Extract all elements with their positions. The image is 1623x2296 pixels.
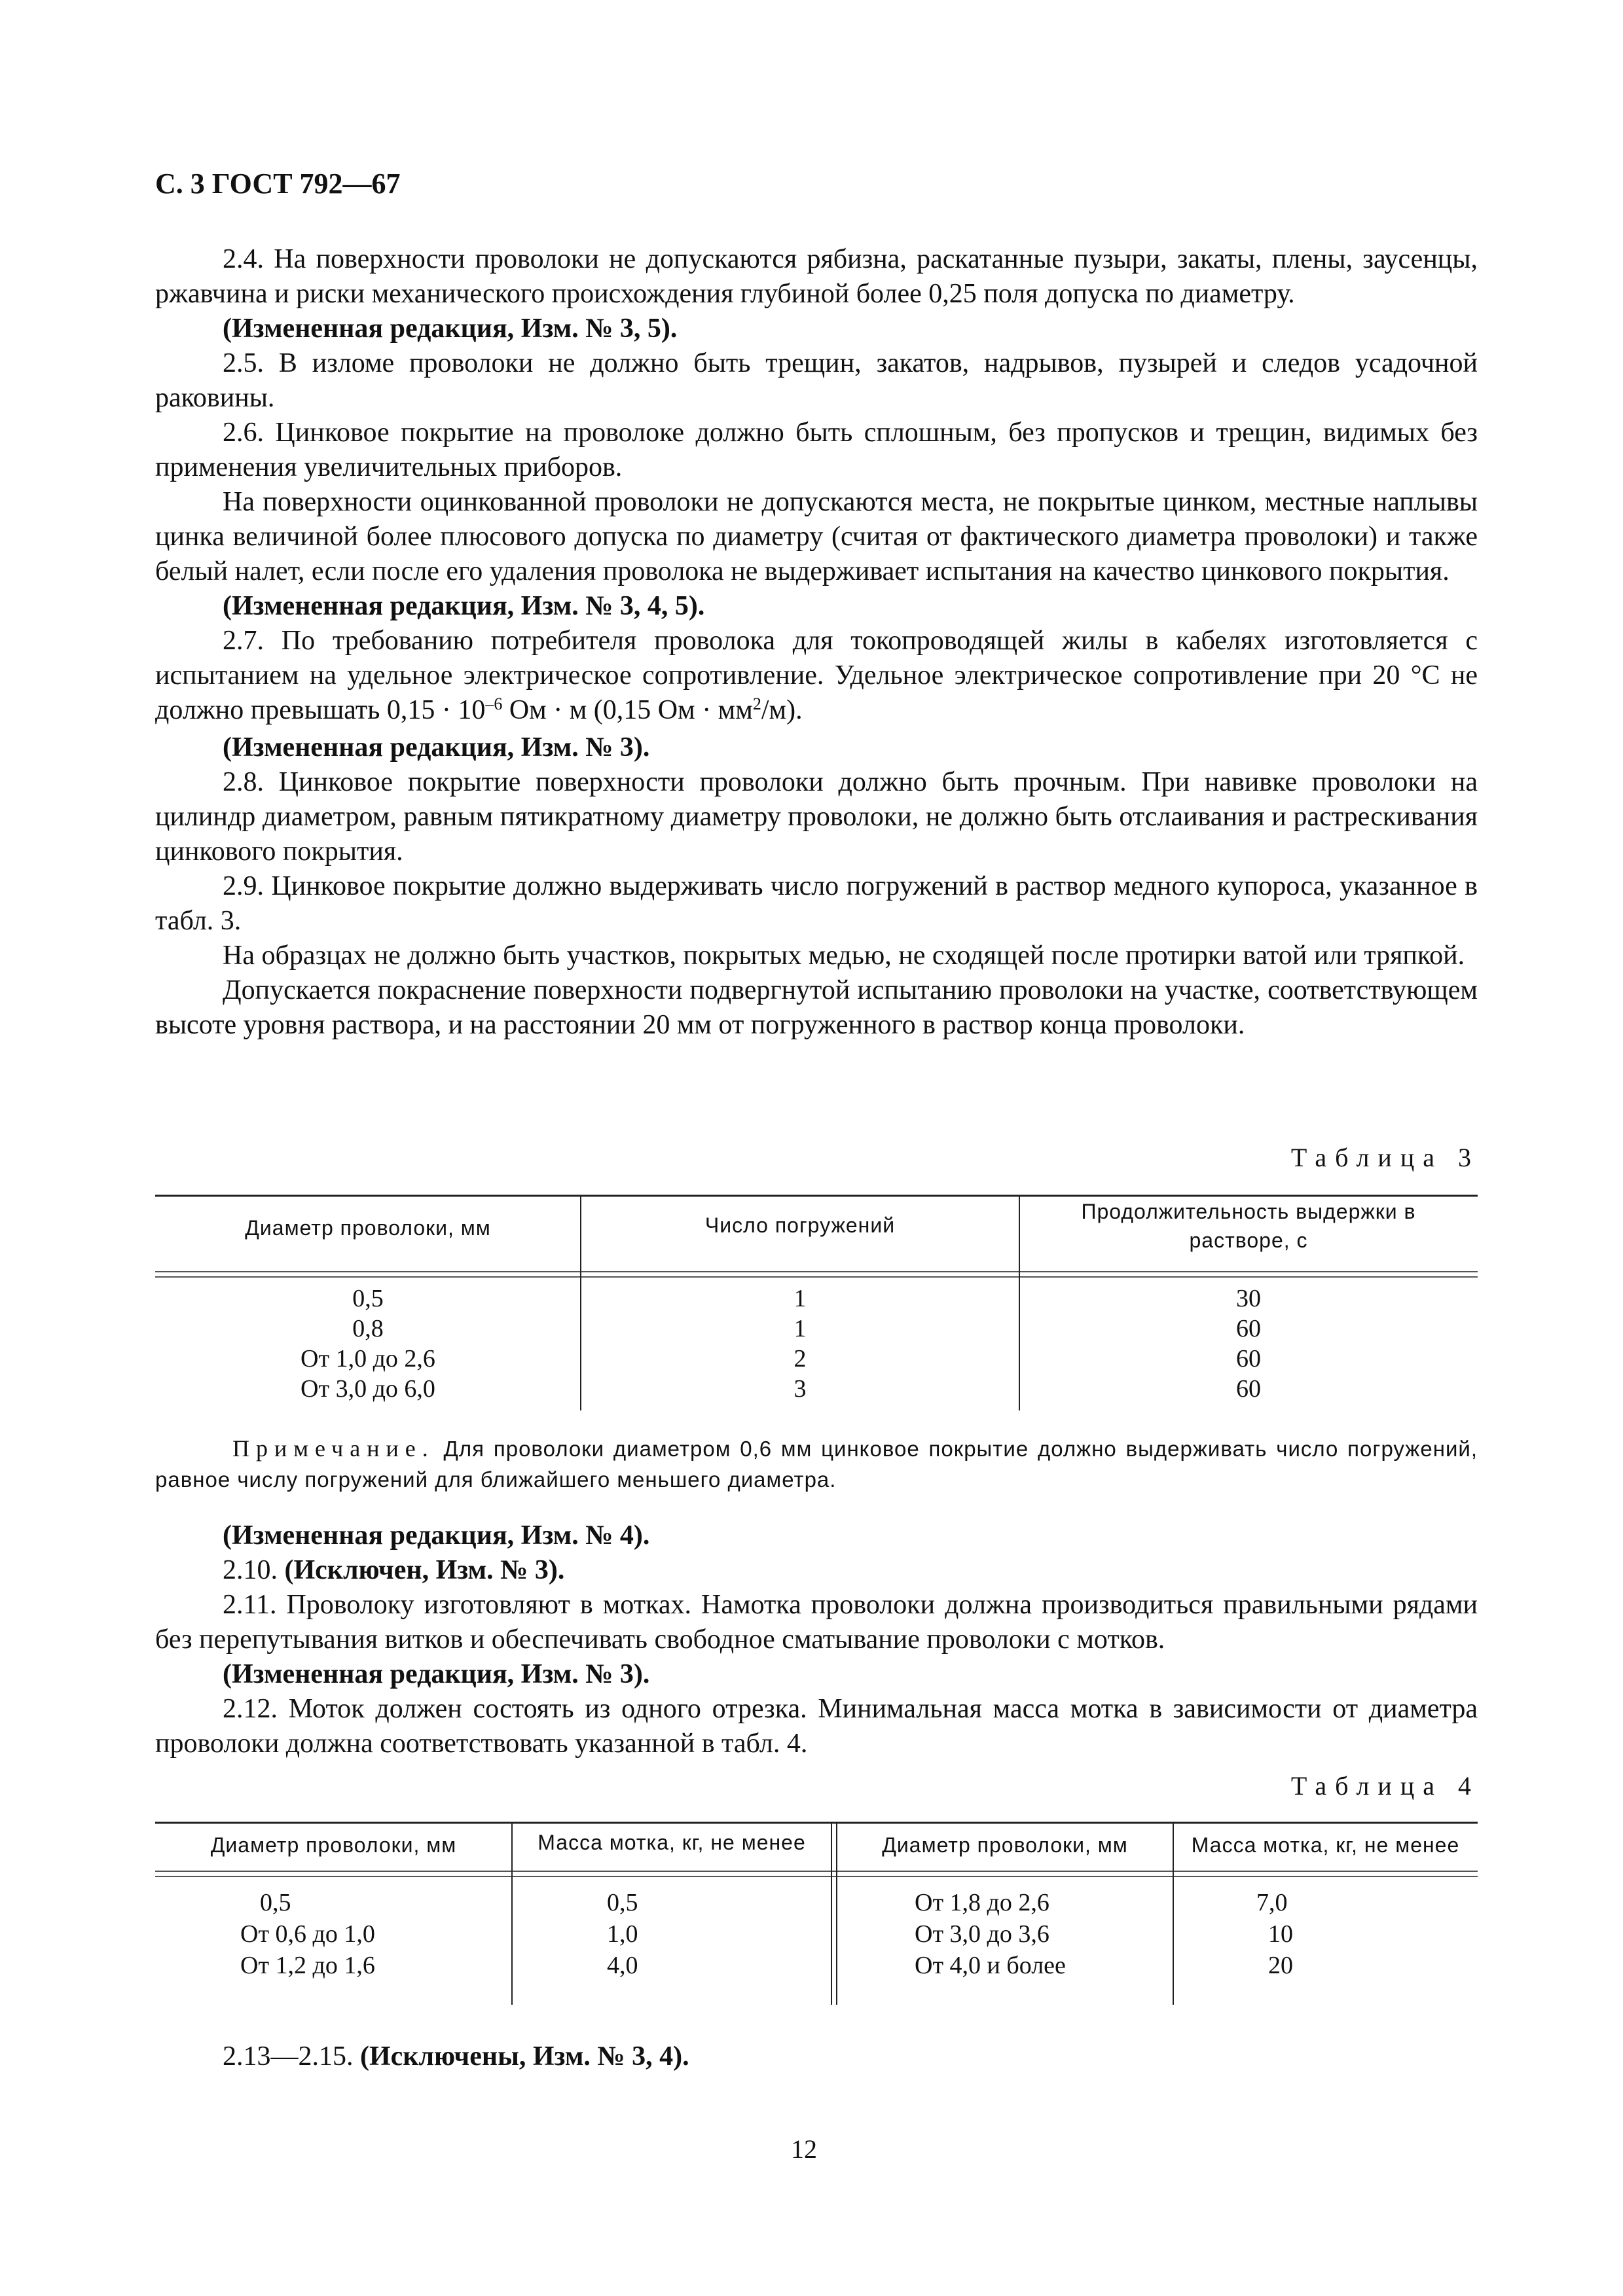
clause-2-8: 2.8. Цинковое покрытие поверхности проволоки должно быть прочным. При навивке проволоки на цилиндр диаметром, равным пятикратному диаметру проволоки, не должно быть отслаивания и растрескивания цинкового покрытия. [155, 767, 1478, 867]
clause-2-4: 2.4. На поверхности проволоки не допускаются рябизна, раскатанные пузыри, закаты, плены, заусенцы, ржавчина и риски механического происхождения глубиной более 0,25 поля допуска по диаметру. [155, 244, 1478, 309]
table-cell: От 4,0 и более [915, 1952, 1066, 1979]
table-cell: От 0,6 до 1,0 [240, 1920, 375, 1948]
table-cell: 60 [1236, 1315, 1261, 1342]
page-number: 12 [791, 2134, 817, 2164]
table-cell: 1 [793, 1315, 807, 1342]
clause-2-7-text-c: /м). [761, 695, 803, 725]
table-cell: 1 [793, 1285, 807, 1312]
clause-2-7-text-a: 2.7. По требованию потребителя проволока для токопроводящей жилы в кабелях изготовляется с испытанием на удельное электрическое сопротивление. Удельное электрическое сопротивление при 20 °С не должно превышать 0,15 · 10 [155, 626, 1478, 725]
change-note: (Измененная редакция, Изм. № 3). [223, 732, 650, 762]
table-4-col-diameter-2 [915, 1887, 1173, 1981]
exponent: –6 [485, 694, 503, 713]
table-cell: 2 [793, 1345, 807, 1372]
table-3-header: Число погружений [704, 1213, 896, 1237]
table-3-header: Продолжительность выдержки в растворе, с [1081, 1200, 1416, 1252]
document-body-lower [155, 1518, 1478, 1761]
clause-2-11: 2.11. Проволоку изготовляют в мотках. Намотка проволоки должна производиться правильными рядами без перепутывания витков и обеспечивать свободное сматывание проволоки с мотков. [155, 1590, 1478, 1655]
table-cell: 3 [793, 1375, 807, 1403]
table-3-col-dips [581, 1283, 1019, 1404]
document-body [155, 242, 1478, 1043]
table-4-caption: Таблица 4 [1290, 1771, 1480, 1801]
table-cell: 1,0 [607, 1920, 638, 1948]
table-4-header: Диаметр проволоки, мм [210, 1833, 457, 1857]
table-cell: 0,5 [260, 1889, 291, 1916]
change-note: (Измененная редакция, Изм. № 3, 5). [223, 314, 678, 344]
table-cell: 60 [1236, 1375, 1261, 1403]
table-cell: 0,8 [352, 1315, 384, 1342]
clause-2-10 [155, 1553, 1478, 1588]
table-cell: 7,0 [1256, 1889, 1288, 1916]
clause-status: (Исключен, Изм. № 3). [284, 1555, 565, 1585]
table-cell: От 1,0 до 2,6 [301, 1345, 435, 1372]
clause-2-5: 2.5. В изломе проволоки не должно быть трещин, закатов, надрывов, пузырей и следов усадочной раковины. [155, 348, 1478, 413]
table-3-col-diameter [155, 1283, 581, 1404]
table-cell: От 1,8 до 2,6 [915, 1889, 1049, 1916]
table-4-col-diameter [240, 1887, 512, 1981]
clause-2-6-continued: На поверхности оцинкованной проволоки не допускаются места, не покрытые цинком, местные наплывы цинка величиной более плюсового допуска по диаметру (считая от фактического диаметра проволоки) и также белый налет, если после его удаления проволока не выдерживает испытания на качество цинкового покрытия. [155, 487, 1478, 586]
table-3-caption: Таблица 3 [1290, 1143, 1480, 1172]
note-text: Для проволоки диаметром 0,6 мм цинковое покрытие должно выдерживать число погружений, равное числу погружений для ближайшего меньшего диаметра. [155, 1437, 1478, 1492]
clause-2-12: 2.12. Моток должен состоять из одного отрезка. Минимальная масса мотка в зависимости от диаметра проволоки должна соответствовать указанной в табл. 4. [155, 1694, 1478, 1759]
table-cell: 60 [1236, 1345, 1261, 1372]
table-cell: 20 [1268, 1952, 1293, 1979]
table-3-note [155, 1433, 1478, 1495]
table-cell: От 1,2 до 1,6 [240, 1952, 375, 1979]
table-4-col-mass-2 [1242, 1887, 1438, 1981]
clause-2-6: 2.6. Цинковое покрытие на проволоке должно быть сплошным, без пропусков и трещин, видимых без применения увеличительных приборов. [155, 418, 1478, 482]
table-4-header: Масса мотка, кг, не менее [538, 1831, 806, 1854]
clause-2-7 [155, 624, 1478, 730]
table-cell: 30 [1236, 1285, 1261, 1312]
table-cell: От 3,0 до 3,6 [915, 1920, 1049, 1948]
note-label: Примечание. [232, 1435, 435, 1462]
clause-number: 2.13—2.15. [223, 2041, 360, 2072]
clause-2-9-continued: Допускается покраснение поверхности подвергнутой испытанию проволоки на участке, соответствующем высоте уровня раствора, и на расстоянии 20 мм от погруженного в раствор конца проволоки. [155, 975, 1478, 1040]
clause-status: (Исключены, Изм. № 3, 4). [360, 2041, 689, 2072]
table-cell: 0,5 [607, 1889, 638, 1916]
change-note: (Измененная редакция, Изм. № 3, 4, 5). [223, 591, 705, 621]
page-header: С. 3 ГОСТ 792—67 [155, 168, 401, 200]
clause-number: 2.10. [223, 1555, 285, 1585]
clause-2-9: 2.9. Цинковое покрытие должно выдерживать число погружений в раствор медного купороса, указанное в табл. 3. [155, 871, 1478, 936]
table-cell: 4,0 [607, 1952, 638, 1979]
clause-2-9-continued: На образцах не должно быть участков, покрытых медью, не сходящей после протирки ватой или тряпкой. [223, 941, 1465, 971]
table-3-header: Диаметр проволоки, мм [245, 1216, 491, 1240]
clause-2-13-2-15 [223, 2041, 689, 2072]
table-cell: От 3,0 до 6,0 [301, 1375, 435, 1403]
table-4-header: Масса мотка, кг, не менее [1191, 1833, 1460, 1857]
table-4-col-mass [607, 1887, 803, 1981]
clause-2-7-text-b: Ом · м (0,15 Ом · мм [502, 695, 753, 725]
change-note: (Измененная редакция, Изм. № 4). [223, 1520, 650, 1551]
table-3-col-duration [1019, 1283, 1478, 1404]
table-cell: 10 [1268, 1920, 1293, 1948]
exponent: 2 [752, 694, 761, 713]
table-cell: 0,5 [352, 1285, 384, 1312]
change-note: (Измененная редакция, Изм. № 3). [223, 1659, 650, 1689]
table-4-header: Диаметр проволоки, мм [882, 1833, 1128, 1857]
